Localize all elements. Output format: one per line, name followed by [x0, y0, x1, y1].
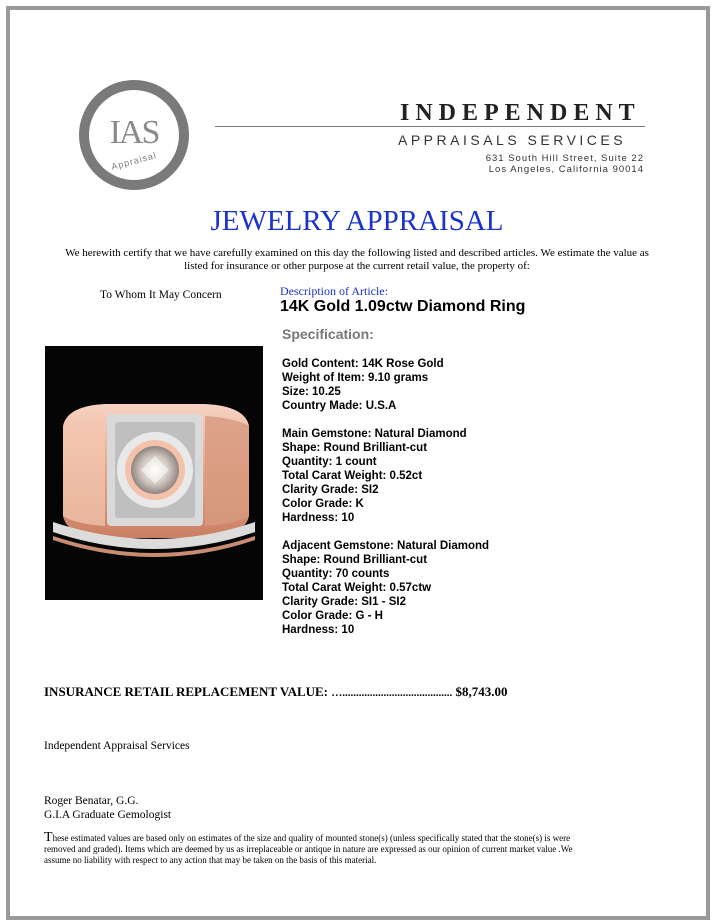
logo-letters: IAS [109, 114, 159, 151]
spec-line: Hardness: 10 [282, 512, 355, 524]
signer-title: G.I.A Graduate Gemologist [44, 809, 172, 821]
spec-line: Size: 10.25 [282, 386, 341, 398]
spec-line: Adjacent Gemstone: Natural Diamond [282, 540, 490, 552]
signer-name: Roger Benatar, G.G. [44, 795, 139, 807]
spec-line: Shape: Round Brilliant-cut [282, 554, 428, 566]
spec-group-adjacent-gemstone [282, 539, 489, 637]
spec-line: Hardness: 10 [282, 624, 355, 636]
spec-line: Shape: Round Brilliant-cut [282, 442, 428, 454]
spec-gap [282, 413, 489, 427]
ias-logo [79, 80, 189, 190]
spec-line: Quantity: 70 counts [282, 568, 390, 580]
spec-line: Weight of Item: 9.10 grams [282, 372, 429, 384]
ring-photo [45, 346, 263, 600]
spec-line: Total Carat Weight: 0.57ctw [282, 582, 432, 594]
value-leader-dots: …........................................ [331, 687, 453, 699]
spec-gap [282, 525, 489, 539]
address-line-1: 631 South Hill Street, Suite 22 [485, 153, 644, 164]
article-name: 14K Gold 1.09ctw Diamond Ring [280, 298, 526, 315]
spec-line: Main Gemstone: Natural Diamond [282, 428, 467, 440]
spec-group-main-gemstone [282, 427, 489, 525]
specification-heading: Specification: [282, 326, 374, 342]
disclaimer-initial: T [44, 830, 53, 845]
intro-paragraph: We herewith certify that we have carefully examined on this day the following listed and described articles. We estimate the value as listed for insurance or other purpose at the current retail value, the property of: [65, 247, 649, 272]
logo-inner-circle [89, 90, 179, 180]
value-label: INSURANCE RETAIL REPLACEMENT VALUE: [44, 684, 329, 699]
spec-line: Clarity Grade: SI1 - SI2 [282, 596, 406, 608]
specification-list [282, 357, 489, 637]
company-subtitle: APPRAISALS SERVICES [398, 132, 627, 148]
spec-group-metal [282, 357, 489, 413]
spec-line: Color Grade: G - H [282, 610, 383, 622]
document-title: JEWELRY APPRAISAL [210, 205, 504, 237]
disclaimer [44, 832, 584, 866]
address-line-2: Los Angeles, California 90014 [488, 164, 644, 175]
insurance-value [44, 684, 508, 700]
spec-line: Total Carat Weight: 0.52ct [282, 470, 423, 482]
spec-line: Clarity Grade: SI2 [282, 484, 379, 496]
spec-line: Gold Content: 14K Rose Gold [282, 358, 444, 370]
spec-line: Color Grade: K [282, 498, 364, 510]
spec-line: Country Made: U.S.A [282, 400, 397, 412]
company-name: INDEPENDENT [400, 100, 641, 126]
description-label: Description of Article: [280, 284, 388, 298]
footer-company: Independent Appraisal Services [44, 740, 190, 752]
disclaimer-text: hese estimated values are based only on estimates of the size and quality of mounted stone(s) (unless specifically stated that the stone(s) is were removed and graded). Items which are deemed by us as irreplaceable or antique in nature are expressed as our opinion of current market value .We assume no liability with respect to any action that may be taken on the basis of this material. [44, 833, 573, 865]
logo-subtext: Appraisal [110, 150, 158, 172]
ring-illustration [45, 346, 263, 600]
recipient: To Whom It May Concern [100, 289, 222, 301]
spec-line: Quantity: 1 count [282, 456, 377, 468]
value-amount: $8,743.00 [455, 684, 508, 699]
